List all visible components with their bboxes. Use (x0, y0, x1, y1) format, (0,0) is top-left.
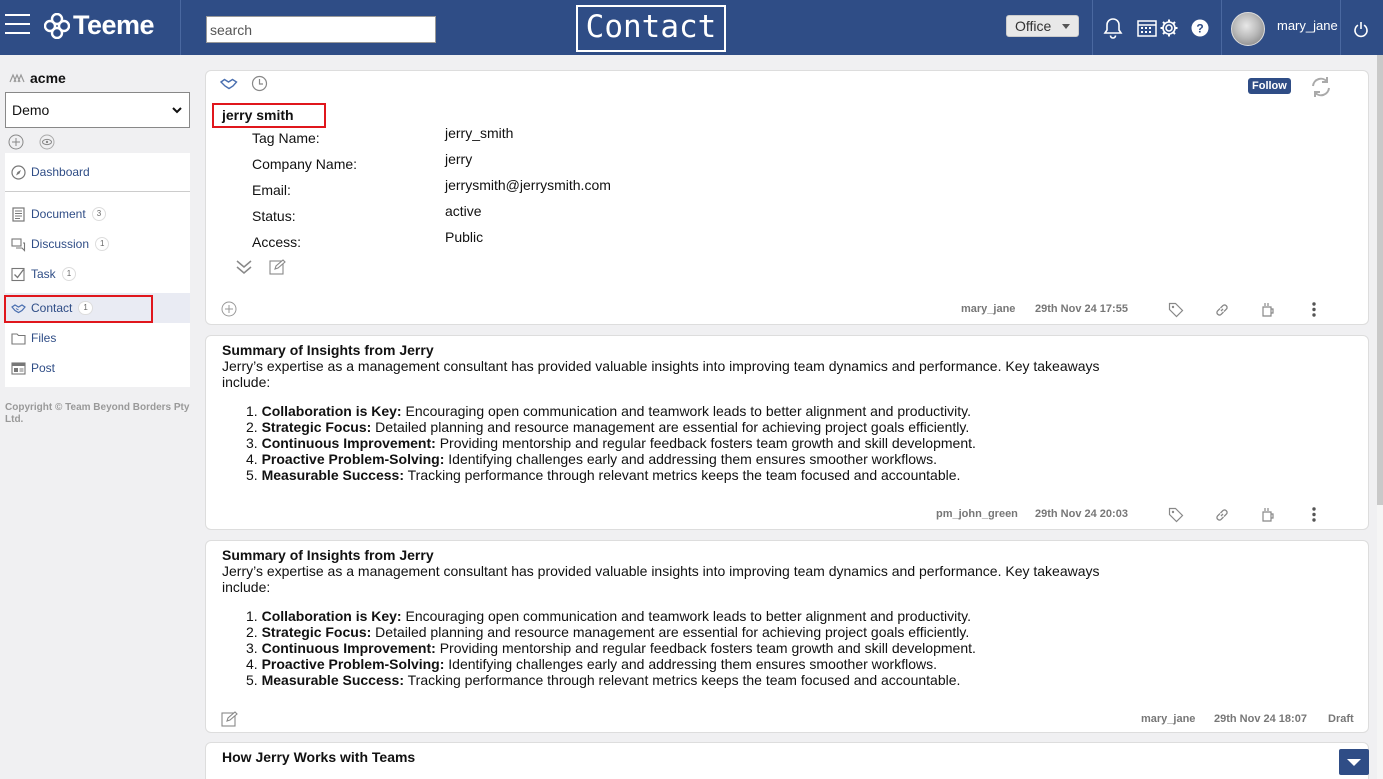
document-icon (11, 207, 26, 222)
list-item-title: Measurable Success: (261, 467, 404, 483)
timestamp: 29th Nov 24 18:07 (1214, 713, 1307, 725)
divider (1340, 0, 1341, 55)
post-card (205, 540, 1369, 733)
list-item-text: Tracking performance through relevant metrics keeps the team focused and accountable. (403, 672, 961, 688)
search-input[interactable] (206, 16, 436, 43)
add-icon[interactable] (8, 134, 24, 150)
timestamp: 29th Nov 24 17:55 (1035, 303, 1128, 315)
contact-name: jerry smith (222, 107, 294, 123)
list-item-text: Providing mentorship and regular feedback fosters team growth and skill development. (435, 640, 976, 656)
list-item: 3. Continuous Improvement: Providing mentorship and regular feedback fosters team growth and skill development. (246, 640, 976, 656)
follow-button[interactable]: Follow (1248, 78, 1291, 94)
power-icon[interactable] (1353, 21, 1369, 38)
highlight-box (212, 103, 326, 128)
copyright-text: Copyright © Team Beyond Borders Pty Ltd. (5, 402, 190, 425)
sidebar-item-dashboard[interactable] (5, 157, 190, 187)
field-label: Tag Name: (252, 130, 320, 146)
checkbox-icon (11, 267, 26, 282)
highlight-box (4, 295, 153, 323)
sidebar-item-post[interactable] (5, 353, 190, 383)
sidebar-item-discussion[interactable] (5, 229, 190, 259)
list-item-title: Continuous Improvement: (261, 435, 436, 451)
list-item-title: Measurable Success: (261, 672, 404, 688)
list-item: 1. Collaboration is Key: Encouraging open communication and teamwork leads to better alignment and productivity. (246, 403, 972, 419)
count-badge: 1 (95, 237, 109, 251)
list-item-title: Collaboration is Key: (261, 403, 402, 419)
gear-icon[interactable] (1159, 18, 1179, 38)
scrollbar-thumb[interactable] (1377, 55, 1383, 505)
workspace-select[interactable] (5, 92, 190, 128)
scrollbar[interactable] (1377, 55, 1383, 779)
edit-icon[interactable] (269, 259, 286, 275)
field-label: Status: (252, 208, 296, 224)
divider (180, 0, 181, 55)
page-title (576, 5, 726, 52)
org-label (9, 70, 66, 86)
more-vertical-icon[interactable] (1311, 301, 1317, 318)
sidebar-item-label: Discussion (31, 237, 90, 251)
discussion-icon (11, 237, 26, 252)
refresh-icon[interactable] (1309, 76, 1333, 98)
list-item-text: Identifying challenges early and addressing them ensures smoother workflows. (444, 656, 937, 672)
sidebar-item-label: Task (31, 267, 56, 281)
list-item-title: Proactive Problem-Solving: (261, 451, 445, 467)
top-bar (0, 0, 1383, 55)
scroll-down-button[interactable] (1339, 749, 1369, 775)
author-name: pm_john_green (936, 508, 1018, 520)
link-icon[interactable] (1214, 302, 1230, 318)
post-title: Summary of Insights from Jerry (222, 547, 434, 563)
username-label[interactable]: mary_jane (1277, 18, 1338, 33)
field-value: jerry_smith (445, 125, 514, 141)
caret-down-icon (1339, 749, 1369, 775)
office-dropdown[interactable] (1006, 15, 1079, 37)
list-item-text: Tracking performance through relevant metrics keeps the team focused and accountable. (403, 467, 961, 483)
field-label: Company Name: (252, 156, 358, 172)
page-title-text: Contact (578, 7, 724, 50)
logo-icon (44, 13, 70, 39)
post-intro: Jerry’s expertise as a management consultant has provided valuable insights into improving team dynamics and performance. Key takeaways include: (222, 358, 1100, 390)
divider (1221, 0, 1222, 55)
sidebar-item-label: Files (31, 331, 57, 345)
handshake-icon[interactable] (220, 77, 238, 91)
tag-icon[interactable] (1168, 507, 1184, 523)
field-value: active (445, 203, 482, 219)
list-item-text: Encouraging open communication and teamwork leads to better alignment and productivity. (401, 608, 972, 624)
sidebar-item-label: Post (31, 361, 56, 375)
status-badge: Draft (1328, 713, 1354, 725)
workspace-select-value: Demo (12, 102, 50, 118)
link-icon[interactable] (1214, 507, 1230, 523)
list-item-text: Providing mentorship and regular feedback fosters team growth and skill development. (435, 435, 976, 451)
sidebar-item-label: Document (31, 207, 86, 221)
org-icon (9, 73, 25, 83)
mug-icon[interactable] (1260, 507, 1276, 523)
more-vertical-icon[interactable] (1311, 506, 1317, 523)
list-item-text: Encouraging open communication and teamwork leads to better alignment and productivity. (401, 403, 972, 419)
hamburger-menu-icon[interactable] (5, 14, 30, 36)
tag-icon[interactable] (1168, 302, 1184, 318)
post-title: How Jerry Works with Teams (222, 749, 416, 765)
list-item: 3. Continuous Improvement: Providing mentorship and regular feedback fosters team growth and skill development. (246, 435, 976, 451)
app-logo-text[interactable]: Teeme (73, 10, 155, 40)
post-icon (11, 361, 26, 376)
nav-divider (5, 191, 190, 192)
post-intro: Jerry’s expertise as a management consultant has provided valuable insights into improving team dynamics and performance. Key takeaways include: (222, 563, 1100, 595)
list-item: 2. Strategic Focus: Detailed planning and resource management are essential for achieving project goals efficiently. (246, 419, 970, 435)
timestamp: 29th Nov 24 20:03 (1035, 508, 1128, 520)
sidebar-item-label: Dashboard (31, 165, 90, 179)
list-item: 4. Proactive Problem-Solving: Identifying challenges early and addressing them ensures smoother workflows. (246, 656, 937, 672)
field-value: jerrysmith@jerrysmith.com (445, 177, 611, 193)
author-name: mary_jane (1141, 713, 1196, 725)
list-item-text: Detailed planning and resource management are essential for achieving project goals efficiently. (371, 624, 970, 640)
mug-icon[interactable] (1260, 302, 1276, 318)
eye-icon[interactable] (38, 134, 56, 150)
list-item-title: Proactive Problem-Solving: (261, 656, 445, 672)
list-item: 4. Proactive Problem-Solving: Identifying challenges early and addressing them ensures smoother workflows. (246, 451, 937, 467)
list-item-text: Detailed planning and resource management are essential for achieving project goals efficiently. (371, 419, 970, 435)
post-card (205, 742, 1369, 779)
contact-card (205, 70, 1369, 325)
post-title: Summary of Insights from Jerry (222, 342, 434, 358)
list-item-text: Identifying challenges early and addressing them ensures smoother workflows. (444, 451, 937, 467)
count-badge: 1 (62, 267, 76, 281)
field-value: Public (445, 229, 484, 245)
folder-icon (11, 331, 26, 346)
help-icon[interactable] (1191, 19, 1209, 37)
add-icon[interactable] (221, 301, 237, 317)
list-item-title: Continuous Improvement: (261, 640, 436, 656)
list-item-title: Strategic Focus: (261, 624, 372, 640)
org-name: acme (30, 70, 66, 86)
list-item: 1. Collaboration is Key: Encouraging open communication and teamwork leads to better alignment and productivity. (246, 608, 972, 624)
compass-icon (11, 165, 26, 180)
double-chevron-down-icon[interactable] (235, 259, 253, 275)
divider (1092, 0, 1093, 55)
count-badge: 1 (78, 301, 92, 315)
avatar[interactable] (1231, 12, 1265, 46)
list-item: 2. Strategic Focus: Detailed planning and resource management are essential for achieving project goals efficiently. (246, 624, 970, 640)
field-value: jerry (445, 151, 473, 167)
edit-icon[interactable] (221, 711, 238, 727)
chevron-down-icon (171, 102, 183, 118)
list-item-title: Strategic Focus: (261, 419, 372, 435)
post-list (246, 608, 976, 688)
office-dropdown-label: Office (1015, 18, 1052, 34)
post-list (246, 403, 976, 483)
caret-down-icon (1062, 24, 1070, 29)
field-label: Email: (252, 182, 291, 198)
field-label: Access: (252, 234, 302, 250)
list-item: 5. Measurable Success: Tracking performance through relevant metrics keeps the team focused and accountable. (246, 672, 961, 688)
post-card (205, 335, 1369, 530)
list-item: 5. Measurable Success: Tracking performance through relevant metrics keeps the team focused and accountable. (246, 467, 961, 483)
author-name: mary_jane (961, 303, 1016, 315)
list-item-title: Collaboration is Key: (261, 608, 402, 624)
count-badge: 3 (92, 207, 106, 221)
sidebar-item-document[interactable] (5, 199, 190, 229)
history-icon[interactable] (251, 75, 268, 92)
calendar-icon[interactable] (1137, 19, 1157, 37)
sidebar-item-files[interactable] (5, 323, 190, 353)
sidebar-item-label: Contact (31, 301, 73, 315)
bell-icon[interactable] (1103, 17, 1123, 39)
sidebar-item-task[interactable] (5, 259, 190, 289)
svg-text:?: ? (1196, 21, 1204, 36)
